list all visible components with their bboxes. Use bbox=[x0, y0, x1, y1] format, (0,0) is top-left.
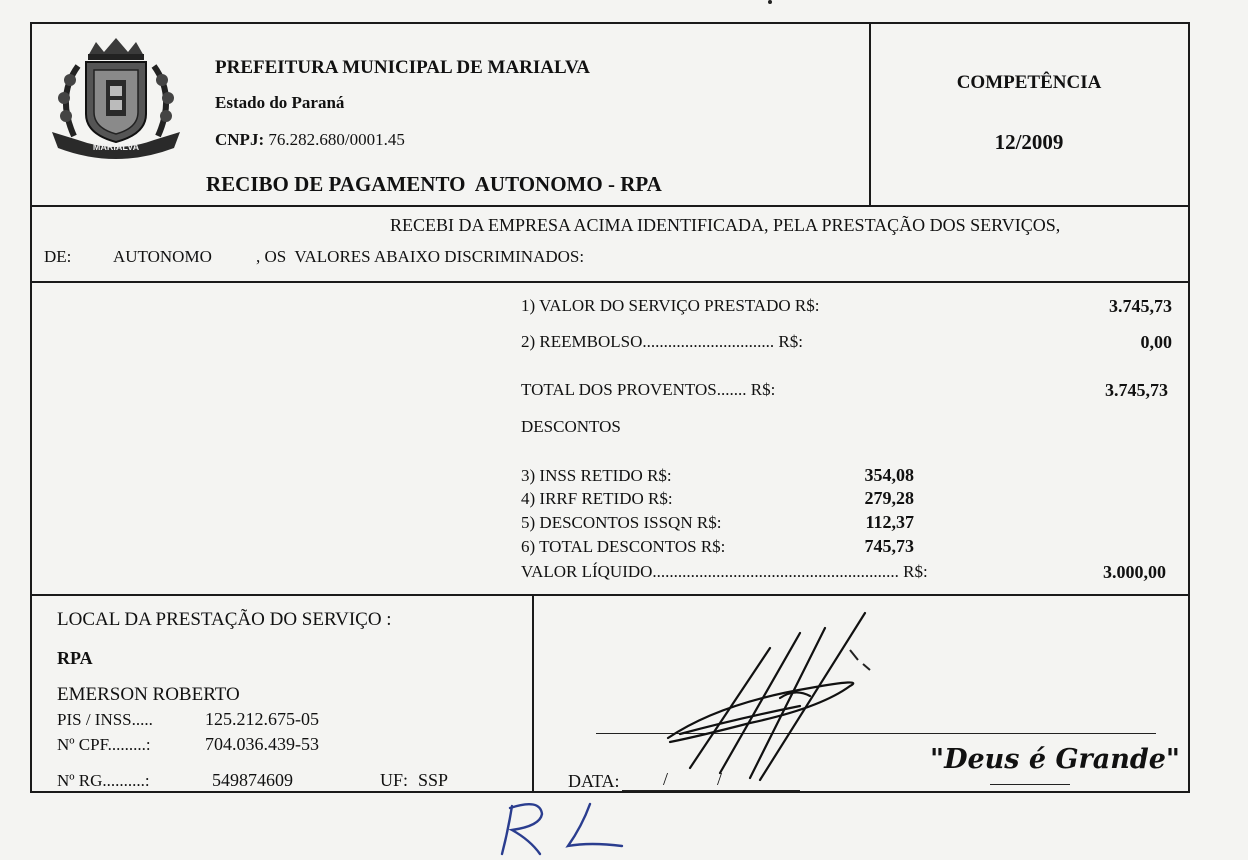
data-separator-2: / bbox=[717, 769, 723, 789]
scan-mark bbox=[768, 0, 772, 4]
stamp-underline bbox=[990, 784, 1070, 785]
issqn-label: 5) DESCONTOS ISSQN R$: bbox=[521, 513, 722, 532]
uf-value: SSP bbox=[418, 770, 449, 790]
data-label: DATA: bbox=[568, 771, 620, 791]
values-divider bbox=[30, 594, 1190, 596]
item-2-value: 0,00 bbox=[1140, 332, 1172, 352]
local-prestacao-value: RPA bbox=[57, 648, 93, 668]
competencia-value: 12/2009 bbox=[994, 130, 1064, 154]
descontos-heading: DESCONTOS bbox=[521, 417, 621, 436]
statement-line-2: , OS VALORES ABAIXO DISCRIMINADOS: bbox=[256, 247, 585, 266]
irrf-label: 4) IRRF RETIDO R$: bbox=[521, 489, 673, 508]
local-prestacao-label: LOCAL DA PRESTAÇÃO DO SERVIÇO : bbox=[57, 609, 392, 630]
valor-liquido-label: VALOR LÍQUIDO.......................................................... R$: bbox=[521, 562, 928, 581]
competencia-divider bbox=[869, 22, 871, 206]
total-descontos-value: 745,73 bbox=[864, 536, 914, 556]
pis-value: 125.212.675-05 bbox=[205, 709, 319, 729]
state-name: Estado do Paraná bbox=[215, 93, 345, 112]
valor-liquido-value: 3.000,00 bbox=[1103, 562, 1166, 582]
total-proventos-label: TOTAL DOS PROVENTOS....... R$: bbox=[521, 380, 776, 399]
cpf-label: Nº CPF.........: bbox=[57, 735, 151, 754]
data-underline bbox=[622, 790, 800, 791]
municipal-seal-icon bbox=[48, 36, 184, 166]
inss-value: 354,08 bbox=[864, 465, 914, 485]
rg-label: Nº RG..........: bbox=[57, 771, 150, 790]
provider-name: EMERSON ROBERTO bbox=[57, 684, 240, 705]
cnpj-label: CNPJ: bbox=[215, 130, 265, 149]
document-title: RECIBO DE PAGAMENTO AUTONOMO - RPA bbox=[206, 172, 662, 196]
cnpj-line bbox=[215, 130, 405, 150]
uf-label: UF: bbox=[380, 770, 409, 790]
handwritten-initials-icon bbox=[490, 796, 640, 860]
signature-icon bbox=[660, 608, 890, 788]
seal-ribbon-text: MARIALVA bbox=[92, 142, 140, 152]
item-1-label: 1) VALOR DO SERVIÇO PRESTADO R$: bbox=[521, 296, 820, 315]
competencia-label: COMPETÊNCIA bbox=[956, 72, 1102, 93]
frame-top bbox=[30, 22, 1190, 24]
irrf-value: 279,28 bbox=[864, 488, 914, 508]
frame-right bbox=[1188, 22, 1190, 793]
pis-label: PIS / INSS..... bbox=[57, 710, 153, 729]
item-2-label: 2) REEMBOLSO............................... R$: bbox=[521, 332, 803, 351]
deus-e-grande-stamp: "Deus é Grande" bbox=[930, 744, 1181, 775]
header-divider bbox=[30, 205, 1190, 207]
service-type: AUTONOMO bbox=[113, 247, 212, 266]
rg-value: 549874609 bbox=[212, 770, 293, 790]
de-label: DE: bbox=[44, 247, 72, 266]
inss-label: 3) INSS RETIDO R$: bbox=[521, 466, 672, 485]
footer-divider bbox=[532, 594, 534, 792]
item-1-value: 3.745,73 bbox=[1109, 296, 1172, 316]
data-separator-1: / bbox=[663, 769, 669, 789]
institution-name: PREFEITURA MUNICIPAL DE MARIALVA bbox=[215, 57, 590, 78]
issqn-value: 112,37 bbox=[865, 512, 914, 532]
frame-left bbox=[30, 22, 32, 793]
total-proventos-value: 3.745,73 bbox=[1105, 380, 1168, 400]
total-descontos-label: 6) TOTAL DESCONTOS R$: bbox=[521, 537, 726, 556]
statement-divider bbox=[30, 281, 1190, 283]
statement-line-1: RECEBI DA EMPRESA ACIMA IDENTIFICADA, PELA PRESTAÇÃO DOS SERVIÇOS, bbox=[390, 215, 1061, 235]
cnpj-value: 76.282.680/0001.45 bbox=[268, 130, 405, 149]
cpf-value: 704.036.439-53 bbox=[205, 734, 319, 754]
